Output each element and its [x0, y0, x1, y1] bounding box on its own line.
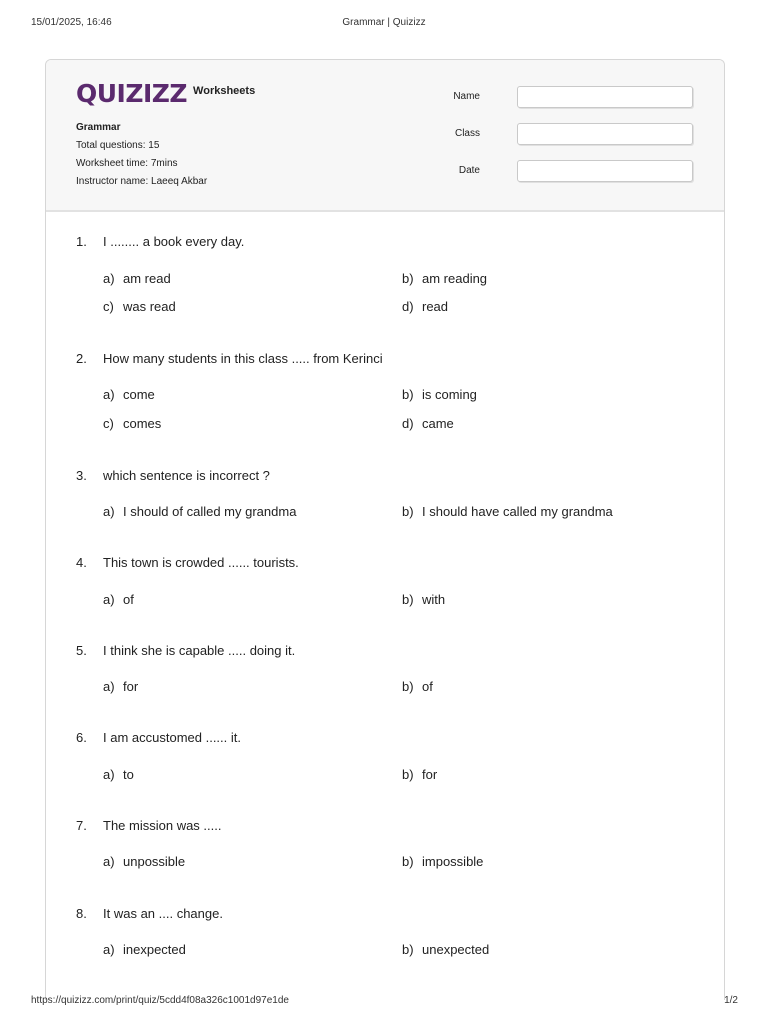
option-letter: b)	[402, 504, 414, 519]
question-prompt: which sentence is incorrect ?	[103, 468, 270, 483]
option-letter: a)	[103, 387, 115, 402]
question-text	[76, 555, 299, 570]
option-letter: d)	[402, 299, 414, 314]
option-text: is coming	[422, 387, 477, 402]
question-text	[76, 643, 295, 658]
worksheet-time: Worksheet time: 7mins	[76, 158, 178, 169]
question-number: 5.	[76, 643, 87, 658]
question-prompt: I ........ a book every day.	[103, 234, 245, 249]
option-b	[402, 592, 445, 607]
worksheet-header	[46, 60, 724, 212]
total-questions: Total questions: 15	[76, 140, 160, 151]
option-letter: a)	[103, 854, 115, 869]
brand	[76, 81, 255, 107]
question-text	[76, 730, 241, 745]
question-number: 4.	[76, 555, 87, 570]
option-text: am reading	[422, 271, 488, 286]
option-d	[402, 299, 448, 314]
option-a	[103, 504, 296, 519]
option-letter: a)	[103, 271, 115, 286]
option-text: for	[123, 679, 139, 694]
option-text: come	[123, 387, 155, 402]
print-url: https://quizizz.com/print/quiz/5cdd4f08a326c1001d97e1de	[31, 995, 289, 1006]
option-letter: b)	[402, 679, 414, 694]
option-text: was read	[123, 299, 176, 314]
option-b	[402, 854, 483, 869]
option-letter: b)	[402, 942, 414, 957]
question-prompt: This town is crowded ...... tourists.	[103, 555, 299, 570]
date-input[interactable]	[517, 160, 693, 182]
section-label: Worksheets	[193, 85, 256, 97]
class-field-row	[454, 123, 694, 145]
question-prompt: It was an .... change.	[103, 906, 223, 921]
question-number: 6.	[76, 730, 87, 745]
worksheet-card	[45, 59, 725, 1000]
print-header	[0, 17, 768, 31]
print-footer	[0, 995, 768, 1009]
option-letter: b)	[402, 854, 414, 869]
option-text: of	[422, 679, 433, 694]
option-text: for	[422, 767, 438, 782]
option-a	[103, 592, 134, 607]
option-letter: b)	[402, 592, 414, 607]
worksheet-meta	[76, 119, 207, 191]
option-letter: b)	[402, 767, 414, 782]
option-a	[103, 767, 134, 782]
option-text: I should of called my grandma	[123, 504, 297, 519]
class-input[interactable]	[517, 123, 693, 145]
option-letter: b)	[402, 271, 414, 286]
option-text: am read	[123, 271, 171, 286]
question-number: 7.	[76, 818, 87, 833]
question-prompt: The mission was .....	[103, 818, 222, 833]
option-letter: a)	[103, 942, 115, 957]
option-text: with	[422, 592, 446, 607]
option-letter: c)	[103, 416, 114, 431]
option-b	[402, 679, 433, 694]
option-text: unpossible	[123, 854, 186, 869]
option-letter: c)	[103, 299, 114, 314]
question-number: 1.	[76, 234, 87, 249]
option-text: comes	[123, 416, 162, 431]
name-field-row	[453, 86, 694, 108]
option-b	[402, 387, 477, 402]
option-text: came	[422, 416, 454, 431]
option-letter: a)	[103, 767, 115, 782]
option-letter: a)	[103, 504, 115, 519]
option-c	[103, 299, 176, 314]
question-text	[76, 351, 383, 366]
question-number: 8.	[76, 906, 87, 921]
question-number: 3.	[76, 468, 87, 483]
option-text: to	[123, 767, 134, 782]
question-text	[76, 906, 223, 921]
option-b	[402, 942, 489, 957]
option-a	[103, 854, 185, 869]
worksheet-title: Grammar	[76, 122, 121, 133]
question-prompt: I am accustomed ...... it.	[103, 730, 241, 745]
print-title: Grammar | Quizizz	[342, 17, 426, 28]
question-text	[76, 468, 270, 483]
option-b	[402, 504, 613, 519]
option-text: of	[123, 592, 134, 607]
class-label: Class	[454, 128, 480, 139]
option-a	[103, 387, 155, 402]
option-b	[402, 767, 437, 782]
name-label: Name	[453, 91, 480, 102]
option-letter: a)	[103, 592, 115, 607]
question-prompt: How many students in this class ..... from Kerinci	[103, 351, 383, 366]
quizizz-logo: QUIZIZZ	[76, 79, 188, 108]
option-text: I should have called my grandma	[422, 504, 613, 519]
option-c	[103, 416, 161, 431]
page-counter: 1/2	[724, 995, 738, 1006]
option-a	[103, 271, 171, 286]
question-text	[76, 234, 244, 249]
option-letter: d)	[402, 416, 414, 431]
option-a	[103, 679, 138, 694]
option-text: impossible	[422, 854, 484, 869]
option-letter: a)	[103, 679, 115, 694]
option-a	[103, 942, 186, 957]
question-number: 2.	[76, 351, 87, 366]
option-text: unexpected	[422, 942, 490, 957]
option-text: inexpected	[123, 942, 186, 957]
option-b	[402, 271, 487, 286]
question-prompt: I think she is capable ..... doing it.	[103, 643, 296, 658]
print-date: 15/01/2025, 16:46	[31, 17, 112, 28]
date-label: Date	[458, 165, 480, 176]
date-field-row	[458, 160, 694, 182]
option-letter: b)	[402, 387, 414, 402]
option-text: read	[422, 299, 449, 314]
option-d	[402, 416, 454, 431]
name-input[interactable]	[517, 86, 693, 108]
instructor-name: Instructor name: Laeeq Akbar	[76, 176, 208, 187]
question-text	[76, 818, 221, 833]
